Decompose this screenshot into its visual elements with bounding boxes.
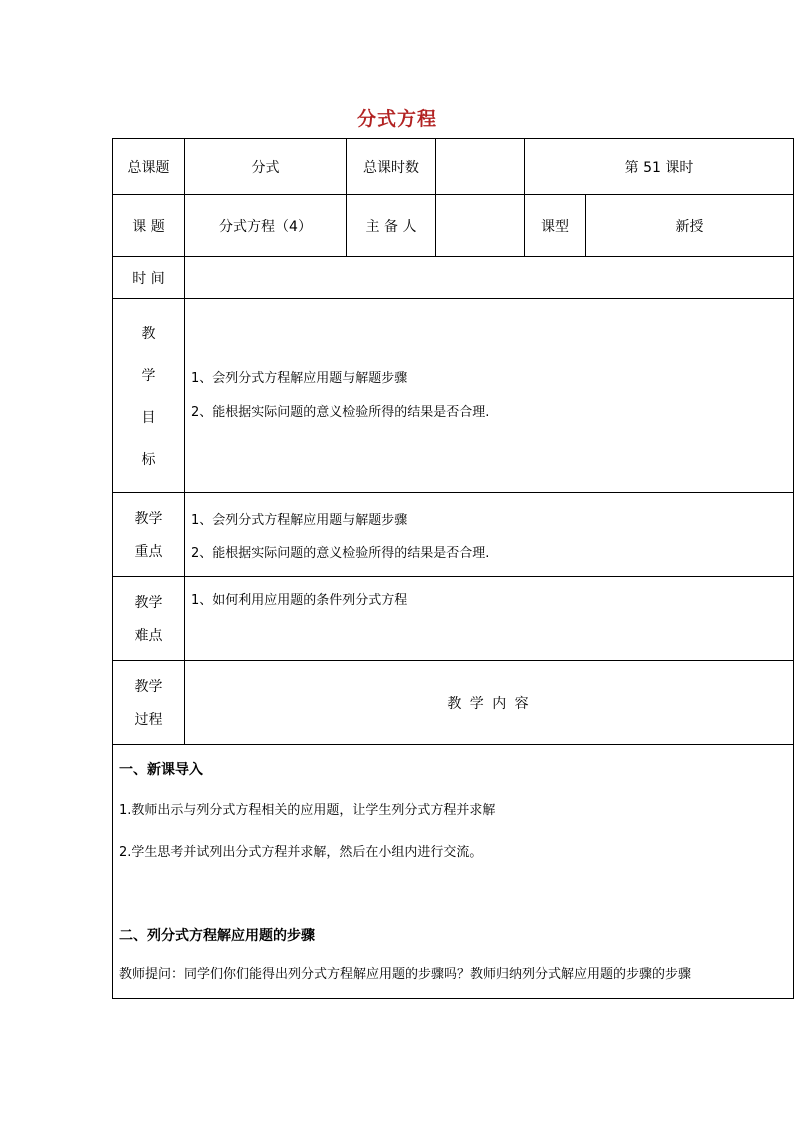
label-line: 教学 xyxy=(134,510,163,527)
page-title: 分式方程 xyxy=(356,108,437,130)
label-total-topic: 总课题 xyxy=(113,139,185,195)
label-goals xyxy=(113,299,185,493)
label-total-hours: 总课时数 xyxy=(347,139,436,195)
difficulties-content xyxy=(185,577,794,661)
label-preparer: 主 备 人 xyxy=(347,195,436,257)
period-value: 第 51 课时 xyxy=(525,139,794,195)
paragraph: 教师提问：同学们你们能得出列分式方程解应用题的步骤吗？教师归纳列分式解应用题的步骤的步骤 xyxy=(119,967,692,982)
topic-value: 分式方程（4） xyxy=(185,195,347,257)
key-point-item: 2、能根据实际问题的意义检验所得的结果是否合理. xyxy=(191,545,490,561)
row-topic xyxy=(113,195,794,257)
row-goals xyxy=(113,299,794,493)
paragraph: 2.学生思考并试列出分式方程并求解，然后在小组内进行交流。 xyxy=(119,845,483,860)
row-key-points xyxy=(113,493,794,577)
label-key-points xyxy=(113,493,185,577)
label-line: 难点 xyxy=(134,628,163,645)
section-title: 二、列分式方程解应用题的步骤 xyxy=(119,928,315,944)
row-process xyxy=(113,661,794,745)
goals-content xyxy=(185,299,794,493)
key-point-item: 1、会列分式方程解应用题与解题步骤 xyxy=(191,512,408,528)
row-time xyxy=(113,257,794,299)
label-line: 教学 xyxy=(134,594,163,611)
key-points-content xyxy=(185,493,794,577)
label-time: 时 间 xyxy=(113,257,185,299)
paragraph: 1.教师出示与列分式方程相关的应用题，让学生列分式方程并求解 xyxy=(119,803,496,818)
label-goals-char: 标 xyxy=(141,451,156,468)
goal-item: 1、会列分式方程解应用题与解题步骤 xyxy=(191,370,408,386)
time-value xyxy=(185,257,794,299)
label-goals-char: 教 xyxy=(141,325,156,342)
label-line: 重点 xyxy=(134,544,163,561)
label-difficulties xyxy=(113,577,185,661)
row-body xyxy=(113,745,794,999)
lesson-plan-table xyxy=(112,138,794,999)
row-difficulties xyxy=(113,577,794,661)
teaching-body xyxy=(113,745,794,999)
goal-item: 2、能根据实际问题的意义检验所得的结果是否合理. xyxy=(191,404,490,420)
lesson-type-value: 新授 xyxy=(586,195,794,257)
row-total-topic xyxy=(113,139,794,195)
section-title: 一、新课导入 xyxy=(119,762,203,778)
total-topic-value: 分式 xyxy=(185,139,347,195)
label-lesson-type: 课型 xyxy=(525,195,586,257)
label-goals-char: 学 xyxy=(141,367,156,384)
teaching-content-label: 教 学 内 容 xyxy=(185,661,794,745)
label-line: 教学 xyxy=(134,678,163,695)
preparer-value xyxy=(436,195,525,257)
label-line: 过程 xyxy=(134,712,163,729)
difficulty-item: 1、如何利用应用题的条件列分式方程 xyxy=(191,593,408,608)
label-goals-char: 目 xyxy=(141,409,156,426)
total-hours-value xyxy=(436,139,525,195)
label-topic: 课 题 xyxy=(113,195,185,257)
label-process xyxy=(113,661,185,745)
